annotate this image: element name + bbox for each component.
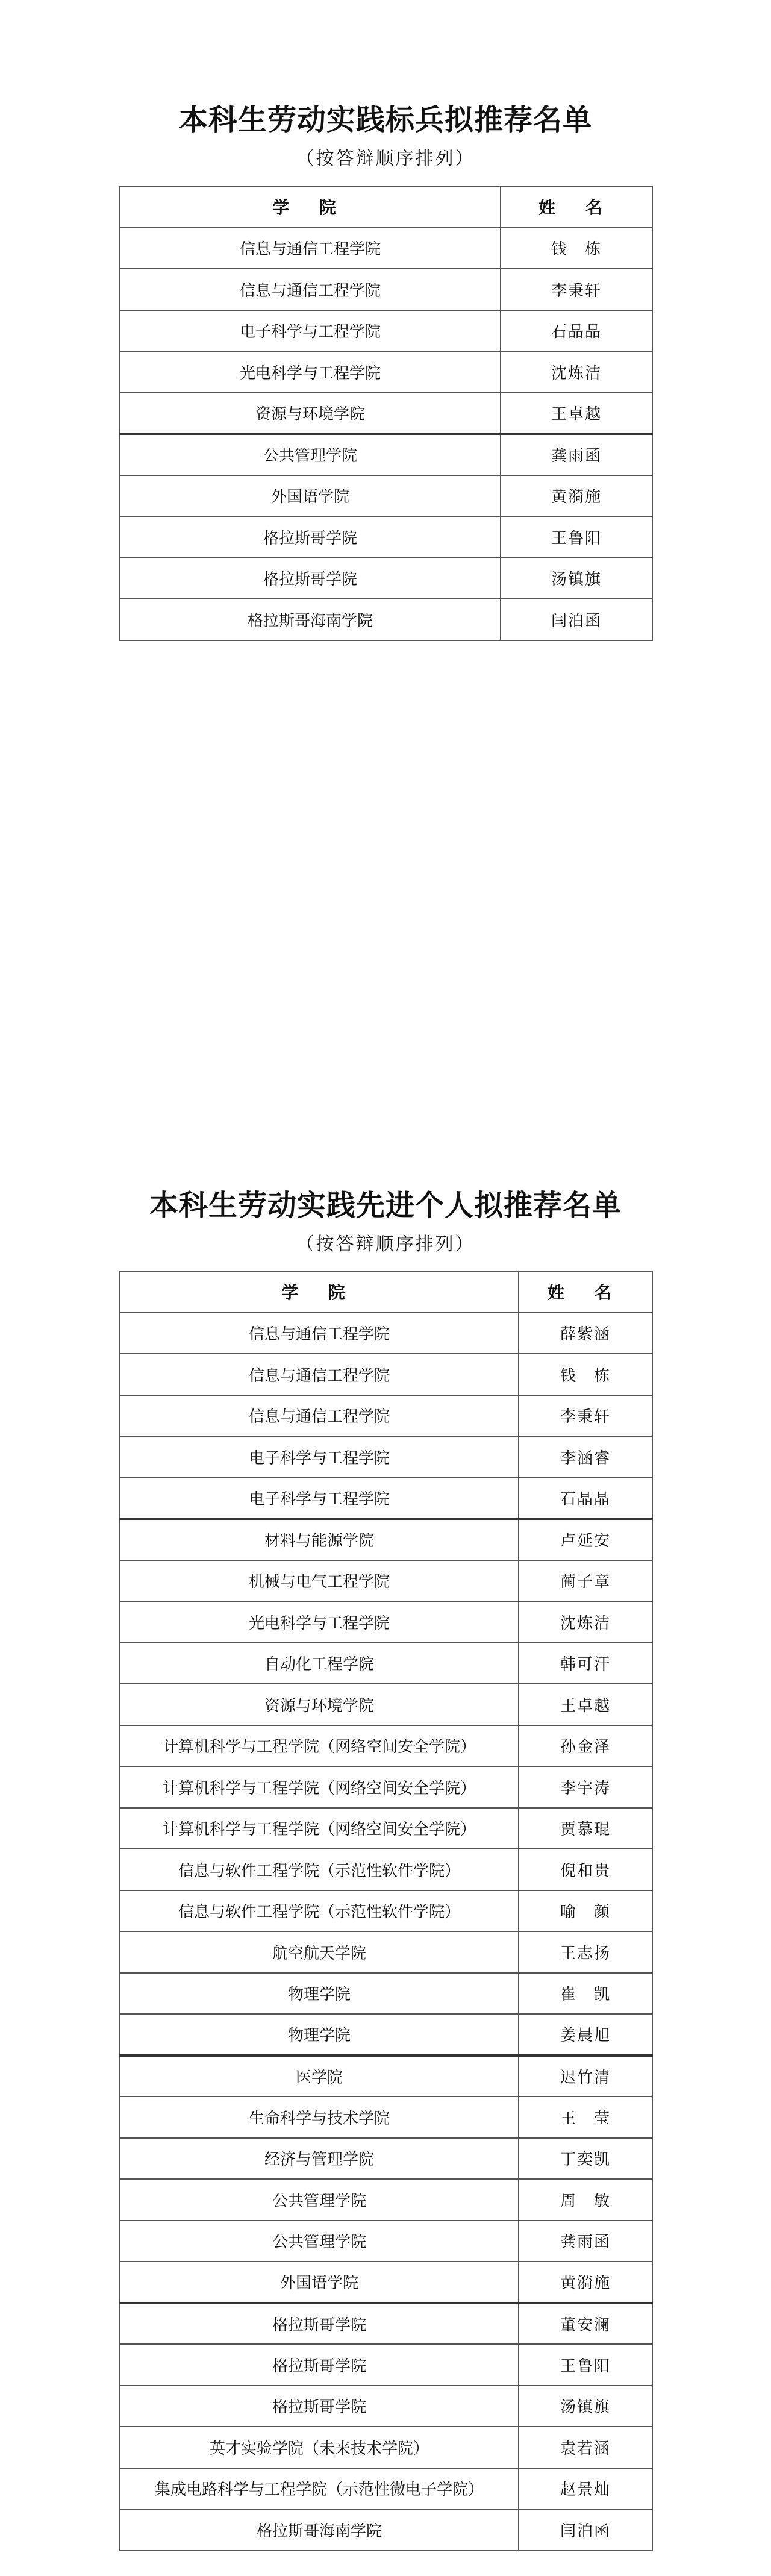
table-row <box>120 1313 652 1354</box>
name-cell: 汤镇旗 <box>519 2386 652 2427</box>
table-row <box>120 1766 652 1808</box>
name-cell: 董安澜 <box>519 2303 652 2345</box>
college-cell: 电子科学与工程学院 <box>120 1436 519 1478</box>
table-row <box>120 516 652 558</box>
table-row <box>120 1643 652 1684</box>
college-cell: 信息与软件工程学院（示范性软件学院） <box>120 1890 519 1932</box>
name-cell: 倪和贵 <box>519 1849 652 1890</box>
name-cell: 钱 栋 <box>501 228 652 269</box>
table-row <box>120 2138 652 2180</box>
table-row <box>120 1725 652 1767</box>
college-cell: 机械与电气工程学院 <box>120 1560 519 1602</box>
college-cell: 公共管理学院 <box>120 2179 519 2221</box>
name-cell: 孙金泽 <box>519 1725 652 1767</box>
table-row <box>120 2221 652 2262</box>
name-cell: 丁奕凯 <box>519 2138 652 2180</box>
table-row <box>120 1931 652 1973</box>
table-row <box>120 475 652 517</box>
college-cell: 医学院 <box>120 2055 519 2097</box>
college-cell: 格拉斯哥学院 <box>120 558 501 599</box>
name-cell: 王鲁阳 <box>501 516 652 558</box>
section2-subtitle: （按答辩顺序排列） <box>296 1234 475 1255</box>
section1-table <box>119 186 653 641</box>
college-cell: 外国语学院 <box>120 2262 519 2303</box>
name-cell: 龚雨函 <box>501 434 652 475</box>
table-row <box>120 1354 652 1395</box>
table-row <box>120 2468 652 2510</box>
college-cell: 计算机科学与工程学院（网络空间安全学院） <box>120 1725 519 1767</box>
college-cell: 格拉斯哥学院 <box>120 516 501 558</box>
table-row <box>120 1849 652 1890</box>
table-row <box>120 434 652 475</box>
section2-title: 本科生劳动实践先进个人拟推荐名单 <box>149 1189 622 1222</box>
college-cell: 经济与管理学院 <box>120 2138 519 2180</box>
table-row <box>120 269 652 310</box>
table-header-row <box>120 1271 652 1313</box>
college-cell: 计算机科学与工程学院（网络空间安全学院） <box>120 1808 519 1849</box>
table-row <box>120 1808 652 1849</box>
name-cell: 韩可汗 <box>519 1643 652 1684</box>
name-cell: 喻 颜 <box>519 1890 652 1932</box>
college-cell: 资源与环境学院 <box>120 393 501 434</box>
table-row <box>120 228 652 269</box>
name-cell: 蔺子章 <box>519 1560 652 1602</box>
table-row <box>120 2386 652 2427</box>
name-cell: 黄漪施 <box>519 2262 652 2303</box>
name-column-header: 姓 名 <box>519 1271 652 1313</box>
college-cell: 格拉斯哥学院 <box>120 2386 519 2427</box>
college-cell: 信息与通信工程学院 <box>120 269 501 310</box>
name-cell: 闫泊函 <box>501 599 652 640</box>
section1-subtitle: （按答辩顺序排列） <box>296 148 475 169</box>
name-cell: 李秉轩 <box>519 1395 652 1437</box>
name-column-header: 姓 名 <box>501 186 652 228</box>
table-row <box>120 2262 652 2303</box>
college-cell: 物理学院 <box>120 1973 519 2015</box>
name-cell: 闫泊函 <box>519 2509 652 2551</box>
table-row <box>120 2055 652 2097</box>
name-cell: 卢延安 <box>519 1519 652 1560</box>
college-cell: 计算机科学与工程学院（网络空间安全学院） <box>120 1766 519 1808</box>
name-cell: 王卓越 <box>519 1684 652 1725</box>
college-cell: 资源与环境学院 <box>120 1684 519 1725</box>
table-row <box>120 1684 652 1725</box>
college-cell: 信息与软件工程学院（示范性软件学院） <box>120 1849 519 1890</box>
college-cell: 集成电路科学与工程学院（示范性微电子学院） <box>120 2468 519 2510</box>
name-cell: 汤镇旗 <box>501 558 652 599</box>
name-cell: 周 敏 <box>519 2179 652 2221</box>
table-row <box>120 1519 652 1560</box>
college-cell: 信息与通信工程学院 <box>120 1395 519 1437</box>
name-cell: 沈炼洁 <box>519 1601 652 1643</box>
name-cell: 石晶晶 <box>519 1478 652 1519</box>
name-cell: 黄漪施 <box>501 475 652 517</box>
name-cell: 王志扬 <box>519 1931 652 1973</box>
name-cell: 李秉轩 <box>501 269 652 310</box>
name-cell: 崔 凯 <box>519 1973 652 2015</box>
name-cell: 石晶晶 <box>501 310 652 352</box>
college-cell: 公共管理学院 <box>120 2221 519 2262</box>
table-row <box>120 2509 652 2551</box>
table-row <box>120 1560 652 1602</box>
name-cell: 袁若涵 <box>519 2427 652 2468</box>
table-row <box>120 2096 652 2138</box>
table-row <box>120 2179 652 2221</box>
name-cell: 薛紫涵 <box>519 1313 652 1354</box>
college-column-header: 学 院 <box>120 1271 519 1313</box>
table-row <box>120 1436 652 1478</box>
section1-title: 本科生劳动实践标兵拟推荐名单 <box>178 103 592 137</box>
college-cell: 材料与能源学院 <box>120 1519 519 1560</box>
college-cell: 自动化工程学院 <box>120 1643 519 1684</box>
table-row <box>120 393 652 434</box>
name-cell: 沈炼洁 <box>501 351 652 393</box>
college-cell: 生命科学与技术学院 <box>120 2096 519 2138</box>
name-cell: 姜晨旭 <box>519 2014 652 2055</box>
college-cell: 电子科学与工程学院 <box>120 310 501 352</box>
college-cell: 物理学院 <box>120 2014 519 2055</box>
college-column-header: 学 院 <box>120 186 501 228</box>
college-cell: 英才实验学院（未来技术学院） <box>120 2427 519 2468</box>
college-cell: 航空航天学院 <box>120 1931 519 1973</box>
section2-table <box>119 1271 653 2551</box>
college-cell: 信息与通信工程学院 <box>120 228 501 269</box>
college-cell: 格拉斯哥海南学院 <box>120 599 501 640</box>
table-row <box>120 2014 652 2055</box>
table-row <box>120 351 652 393</box>
name-cell: 王鲁阳 <box>519 2344 652 2386</box>
name-cell: 钱 栋 <box>519 1354 652 1395</box>
college-cell: 光电科学与工程学院 <box>120 1601 519 1643</box>
table-row <box>120 2427 652 2468</box>
name-cell: 李宇涛 <box>519 1766 652 1808</box>
table-row <box>120 1395 652 1437</box>
table-row <box>120 2303 652 2345</box>
table-row <box>120 558 652 599</box>
name-cell: 王卓越 <box>501 393 652 434</box>
college-cell: 信息与通信工程学院 <box>120 1313 519 1354</box>
college-cell: 公共管理学院 <box>120 434 501 475</box>
college-cell: 外国语学院 <box>120 475 501 517</box>
name-cell: 李涵睿 <box>519 1436 652 1478</box>
table-row <box>120 2344 652 2386</box>
college-cell: 光电科学与工程学院 <box>120 351 501 393</box>
name-cell: 龚雨函 <box>519 2221 652 2262</box>
table-row <box>120 599 652 640</box>
college-cell: 信息与通信工程学院 <box>120 1354 519 1395</box>
name-cell: 贾慕琨 <box>519 1808 652 1849</box>
table-row <box>120 310 652 352</box>
table-row <box>120 1478 652 1519</box>
college-cell: 电子科学与工程学院 <box>120 1478 519 1519</box>
name-cell: 赵景灿 <box>519 2468 652 2510</box>
table-row <box>120 1890 652 1932</box>
college-cell: 格拉斯哥学院 <box>120 2344 519 2386</box>
table-row <box>120 1973 652 2015</box>
college-cell: 格拉斯哥学院 <box>120 2303 519 2345</box>
name-cell: 王 莹 <box>519 2096 652 2138</box>
table-header-row <box>120 186 652 228</box>
college-cell: 格拉斯哥海南学院 <box>120 2509 519 2551</box>
table-row <box>120 1601 652 1643</box>
name-cell: 迟竹清 <box>519 2055 652 2097</box>
